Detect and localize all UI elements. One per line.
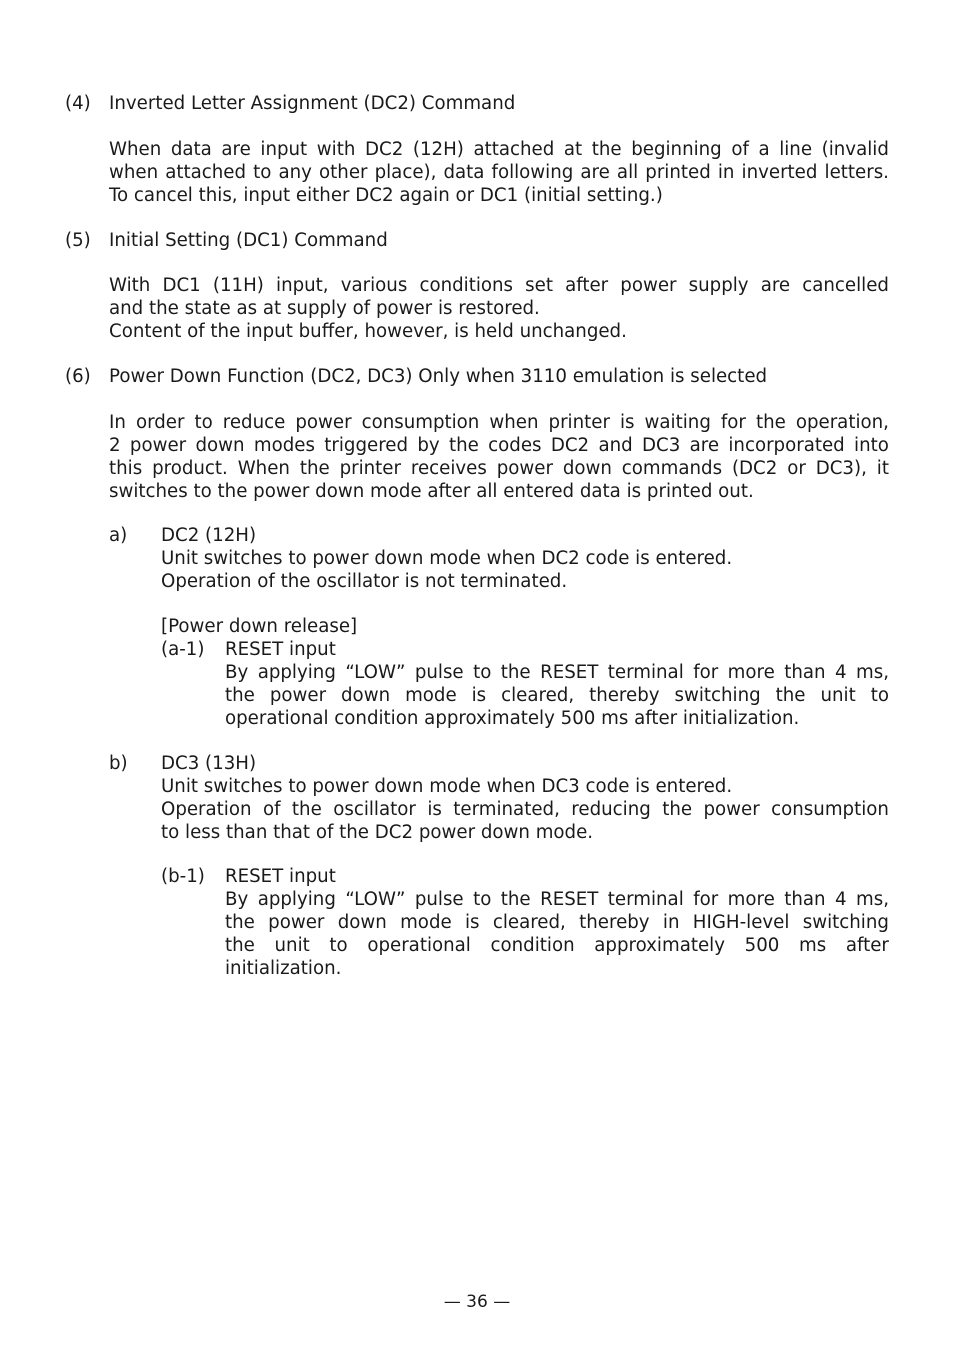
section-6-title: Power Down Function (DC2, DC3) Only when 3110 emulation is selected	[109, 366, 768, 387]
section-4-title: Inverted Letter Assignment (DC2) Command	[109, 93, 516, 114]
paragraph-line: initialization.	[225, 958, 342, 979]
subsection-a-line: Unit switches to power down mode when DC2 code is entered.	[161, 548, 733, 569]
paragraph-line: switches to the power down mode after all entered data is printed out.	[109, 481, 754, 502]
paragraph-line: By applying “LOW” pulse to the RESET terminal for more than 4 ms,	[225, 662, 889, 683]
section-6-number: (6)	[65, 366, 91, 387]
paragraph-line: To cancel this, input either DC2 again or DC1 (initial setting.)	[109, 185, 663, 206]
paragraph-line: and the state as at supply of power is restored.	[109, 298, 540, 319]
paragraph-line: the power down mode is cleared, thereby switching the unit to	[225, 685, 889, 706]
paragraph-line: the unit to operational condition approximately 500 ms after	[225, 935, 889, 956]
item-b1-label: (b-1)	[161, 866, 205, 887]
section-4-number: (4)	[65, 93, 91, 114]
subsection-b-title: DC3 (13H)	[161, 753, 257, 774]
subsection-a-label: a)	[109, 525, 128, 546]
paragraph-line: the power down mode is cleared, thereby in HIGH-level switching	[225, 912, 889, 933]
paragraph-line: By applying “LOW” pulse to the RESET terminal for more than 4 ms,	[225, 889, 889, 910]
item-b1-title: RESET input	[225, 866, 336, 887]
paragraph-line: With DC1 (11H) input, various conditions set after power supply are cancelled	[109, 275, 889, 296]
section-5-title: Initial Setting (DC1) Command	[109, 230, 388, 251]
paragraph-line: to less than that of the DC2 power down mode.	[161, 822, 594, 843]
paragraph-line: Operation of the oscillator is terminated, reducing the power consumption	[161, 799, 889, 820]
paragraph-line: when attached to any other place), data following are all printed in inverted letters.	[109, 162, 889, 183]
subsection-a-title: DC2 (12H)	[161, 525, 257, 546]
paragraph-line: When data are input with DC2 (12H) attached at the beginning of a line (invalid	[109, 139, 889, 160]
paragraph-line: 2 power down modes triggered by the codes DC2 and DC3 are incorporated into	[109, 435, 889, 456]
paragraph-line: operational condition approximately 500 ms after initialization.	[225, 708, 800, 729]
paragraph-line: this product. When the printer receives power down commands (DC2 or DC3), it	[109, 458, 889, 479]
item-a1-title: RESET input	[225, 639, 336, 660]
power-down-release-heading: [Power down release]	[161, 616, 358, 637]
section-5-number: (5)	[65, 230, 91, 251]
paragraph-line: Unit switches to power down mode when DC3 code is entered.	[161, 776, 733, 797]
subsection-b-label: b)	[109, 753, 128, 774]
paragraph-line: In order to reduce power consumption when printer is waiting for the operation,	[109, 412, 889, 433]
item-a1-label: (a-1)	[161, 639, 205, 660]
page-number: — 36 —	[443, 1292, 511, 1312]
paragraph-line: Content of the input buffer, however, is held unchanged.	[109, 321, 627, 342]
subsection-a-line: Operation of the oscillator is not terminated.	[161, 571, 568, 592]
